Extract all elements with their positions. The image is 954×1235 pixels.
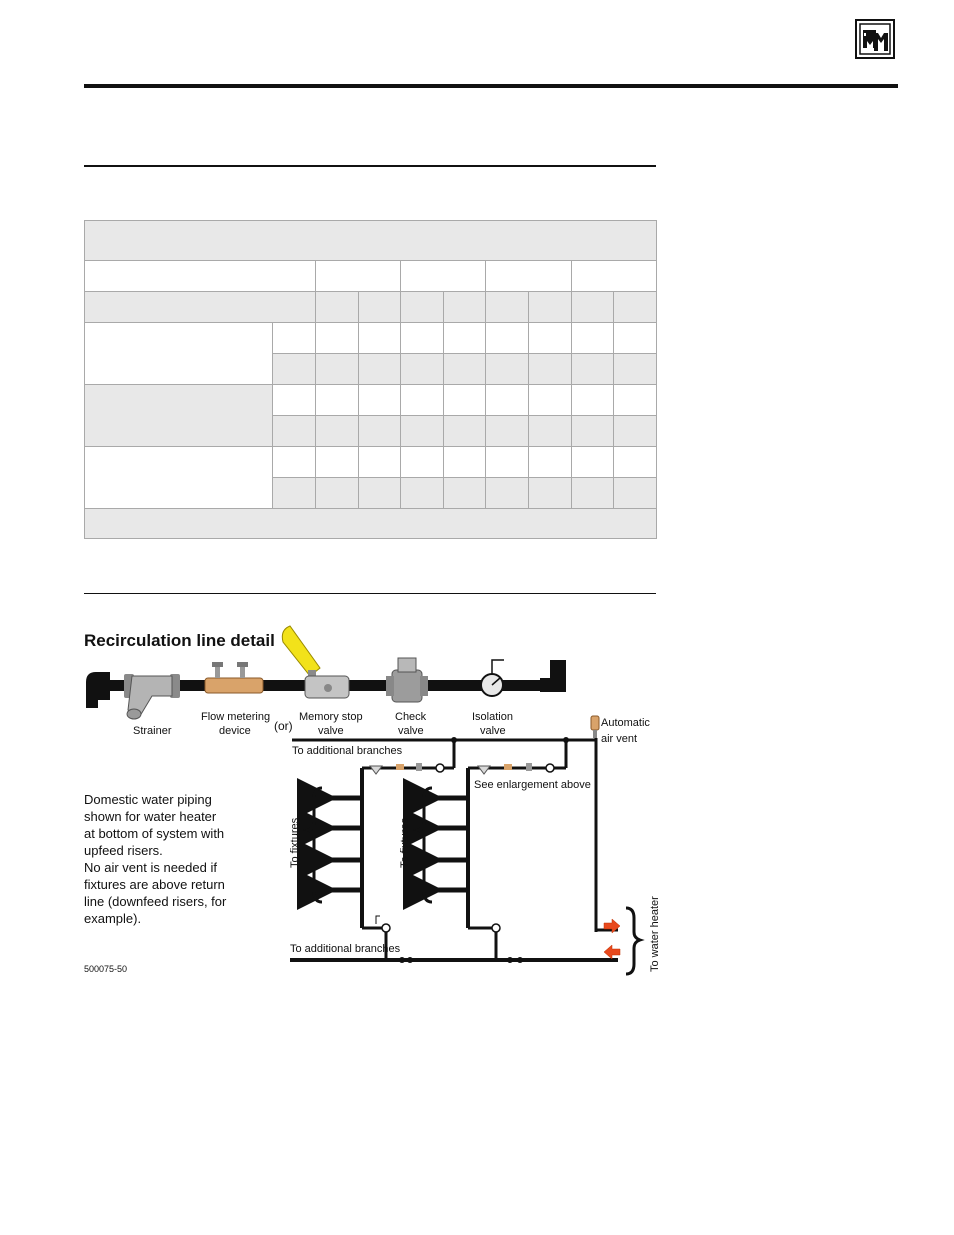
piping-note	[84, 792, 227, 926]
left-elbow	[86, 672, 110, 708]
to-fixtures-2: To fixtures	[399, 817, 411, 868]
table-row	[85, 323, 657, 354]
flow-arrow-in	[604, 945, 620, 959]
wm-logo	[855, 19, 895, 59]
note-line: line (downfeed risers, for	[84, 894, 227, 909]
isolation-valve-label-1: Isolation	[472, 711, 513, 723]
table-row	[85, 292, 657, 323]
section-rule-1	[84, 165, 656, 167]
table-row	[85, 261, 657, 292]
air-vent-label-1: Automatic	[601, 717, 650, 729]
flow-metering-label-2: device	[219, 725, 251, 737]
fixtures-brace-1	[308, 788, 322, 902]
note-line: shown for water heater	[84, 809, 217, 824]
check-valve-label-1: Check	[395, 711, 427, 723]
note-line: fixtures are above return	[84, 877, 225, 892]
note-line: upfeed risers.	[84, 843, 163, 858]
fixtures-brace-2	[418, 788, 432, 902]
strainer	[124, 674, 180, 719]
fixture-arrows-2	[438, 798, 468, 890]
spec-table	[84, 220, 657, 539]
wm-logo-mark	[857, 21, 893, 57]
check-valve	[386, 658, 428, 702]
note-line: No air vent is needed if	[84, 860, 217, 875]
automatic-air-vent	[591, 716, 599, 738]
fixture-arrows-1	[332, 798, 362, 890]
right-elbow	[540, 660, 566, 692]
air-vent-label-2: air vent	[601, 733, 638, 745]
note-line: example).	[84, 911, 142, 926]
check-valve-label-2: valve	[398, 725, 424, 737]
isolation-valve	[481, 660, 504, 696]
to-fixtures-1: To fixtures	[289, 817, 301, 868]
or-label: (or)	[274, 719, 293, 733]
note-line: at bottom of system with	[84, 826, 225, 841]
flow-metering-device	[205, 662, 263, 693]
table-row	[85, 385, 657, 416]
strainer-label: Strainer	[133, 725, 172, 737]
figure-code: 500075-50	[84, 964, 128, 974]
to-water-heater: To water heater	[649, 896, 661, 972]
note-line: Domestic water piping	[84, 792, 212, 807]
enlargement-label: See enlargement above	[474, 779, 591, 791]
additional-branches-bottom: To additional branches	[290, 943, 401, 955]
header-rule	[84, 84, 898, 88]
memory-stop-label-2: valve	[318, 725, 344, 737]
memory-stop-label-1: Memory stop	[299, 711, 363, 723]
isolation-valve-label-2: valve	[480, 725, 506, 737]
table-row	[85, 447, 657, 478]
flow-metering-label-1: Flow metering	[201, 711, 271, 723]
table-row	[85, 221, 657, 261]
diagram-title: Recirculation line detail	[84, 631, 275, 650]
additional-branches-top: To additional branches	[292, 745, 403, 757]
recirculation-diagram	[80, 620, 670, 985]
table-row	[85, 509, 657, 539]
section-rule-2	[84, 593, 656, 594]
water-heater-brace	[626, 908, 640, 974]
